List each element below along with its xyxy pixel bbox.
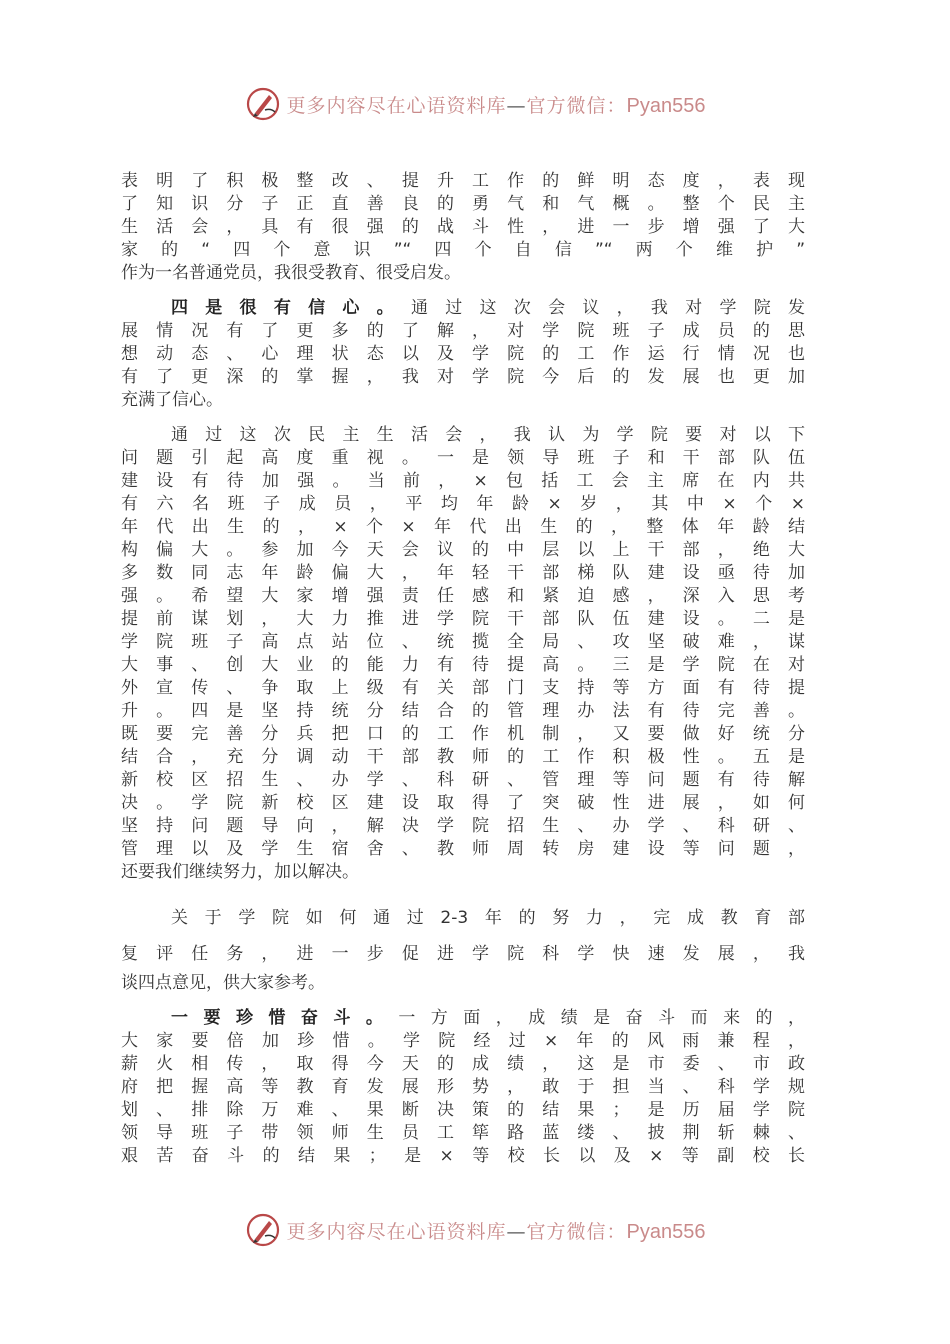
text-line: 管理以及学生宿舍、教师周转房建设等问题，: [121, 839, 805, 859]
text-line: [121, 1007, 805, 1030]
text-line: 通过这次民主生活会，我认为学院要对以下: [171, 425, 805, 445]
text-line: 家的“四个意识”“四个自信”“两个维护”: [121, 240, 805, 260]
text-line: 学院班子高点站位、统揽全局、攻坚破难，谋: [121, 632, 805, 652]
text-line: 薪火相传，取得今天的成绩，这是市委、市政: [121, 1054, 805, 1074]
text-line: 提前谋划，大力推进学院干部队伍建设。二是: [121, 609, 805, 629]
text-line: 强。希望大家增强责任感和紧迫感，深入思考: [121, 586, 805, 606]
text-line: 大事、创大业的能力有待提高。三是学院在对: [121, 655, 805, 675]
text-line: 升。四是坚持统分结合的管理办法有待完善。: [121, 701, 805, 721]
paragraph-2: [121, 297, 805, 412]
banner-text: 更多内容尽在心语资料库—官方微信：Pyan556: [286, 1220, 706, 1243]
text-line: 外宣传、争取上级有关部门支持等方面有待提: [121, 678, 805, 698]
paragraph-gap: [121, 412, 805, 424]
text-line: 有了更深的掌握，我对学院今后的发展也更加: [121, 367, 805, 387]
text-line: 充满了信心。: [121, 390, 223, 410]
paragraph-3: [121, 424, 805, 884]
document-body: [121, 170, 805, 1168]
text-line: 决。学院新校区建设取得了突破性进展，如何: [121, 793, 805, 813]
text-line: 问题引起高度重视。一是领导班子和干部队伍: [121, 448, 805, 468]
text-line: 多数同志年龄偏大，年轻干部梯队建设亟待加: [121, 563, 805, 583]
text-run: 一方面，成绩是奋斗而来的，: [398, 1008, 806, 1028]
text-line: 既要完善分兵把口的工作机制，又要做好统分: [121, 724, 805, 744]
text-line: 领导班子带领师生员工筚路蓝缕、披荆斩棘、: [121, 1123, 805, 1143]
paragraph-gap: [121, 884, 805, 900]
text-line: 坚持问题导向，解决学院招生、办学、科研、: [121, 816, 805, 836]
text-line: 新校区招生、办学、科研、管理等问题有待解: [121, 770, 805, 790]
banner-text: 更多内容尽在心语资料库—官方微信：Pyan556: [286, 94, 706, 117]
text-line: 表明了积极整改、提升工作的鲜明态度，表现: [121, 171, 805, 191]
text-line: 关于学院如何通过2-3年的努力，完成教育部: [171, 908, 805, 928]
text-line: 有六名班子成员，平均年龄×岁，其中×个×: [121, 494, 805, 514]
text-line: 谈四点意见，供大家参考。: [121, 973, 325, 993]
bold-lead: 四是很有信心。: [171, 298, 411, 318]
text-line: 划、排除万难、果断决策的结果；是历届学院: [121, 1100, 805, 1120]
text-line: 作为一名普通党员，我很受教育、很受启发。: [121, 263, 461, 283]
text-line: [121, 297, 805, 320]
paragraph-gap: [121, 995, 805, 1007]
paragraph-4: [121, 900, 805, 995]
text-line: 年代出生的，×个×年代出生的，整体年龄结: [121, 517, 805, 537]
text-run: 通过这次会议，我对学院发: [410, 298, 806, 318]
paragraph-gap: [121, 285, 805, 297]
text-line: 生活会，具有很强的战斗性，进一步增强了大: [121, 217, 805, 237]
text-line: 了知识分子正直善良的勇气和气概。整个民主: [121, 194, 805, 214]
paragraph-1: [121, 170, 805, 285]
paragraph-5: [121, 1007, 805, 1168]
text-line: 展情况有了更多的了解，对学院班子成员的思: [121, 321, 805, 341]
text-line: 府把握高等教育发展形势，敢于担当、科学规: [121, 1077, 805, 1097]
text-line: 想动态、心理状态以及学院的工作运行情况也: [121, 344, 805, 364]
text-line: 艰苦奋斗的结果；是×等校长以及×等副校长: [121, 1146, 805, 1166]
text-line: 大家要倍加珍惜。学院经过×年的风雨兼程，: [121, 1031, 805, 1051]
text-line: 结合，充分调动干部教师的工作积极性。五是: [121, 747, 805, 767]
text-line: 构偏大。参加今天会议的中层以上干部，绝大: [121, 540, 805, 560]
pen-logo-icon: [245, 86, 281, 122]
bold-lead: 一要珍惜奋斗。: [171, 1008, 399, 1028]
footer-watermark-banner: [0, 1210, 950, 1250]
header-watermark-banner: [0, 84, 950, 124]
text-line: 复评任务，进一步促进学院科学快速发展，我: [121, 944, 805, 964]
text-line: 还要我们继续努力，加以解决。: [121, 862, 359, 882]
pen-logo-icon: [245, 1212, 281, 1248]
text-line: 建设有待加强。当前，×包括工会主席在内共: [121, 471, 805, 491]
